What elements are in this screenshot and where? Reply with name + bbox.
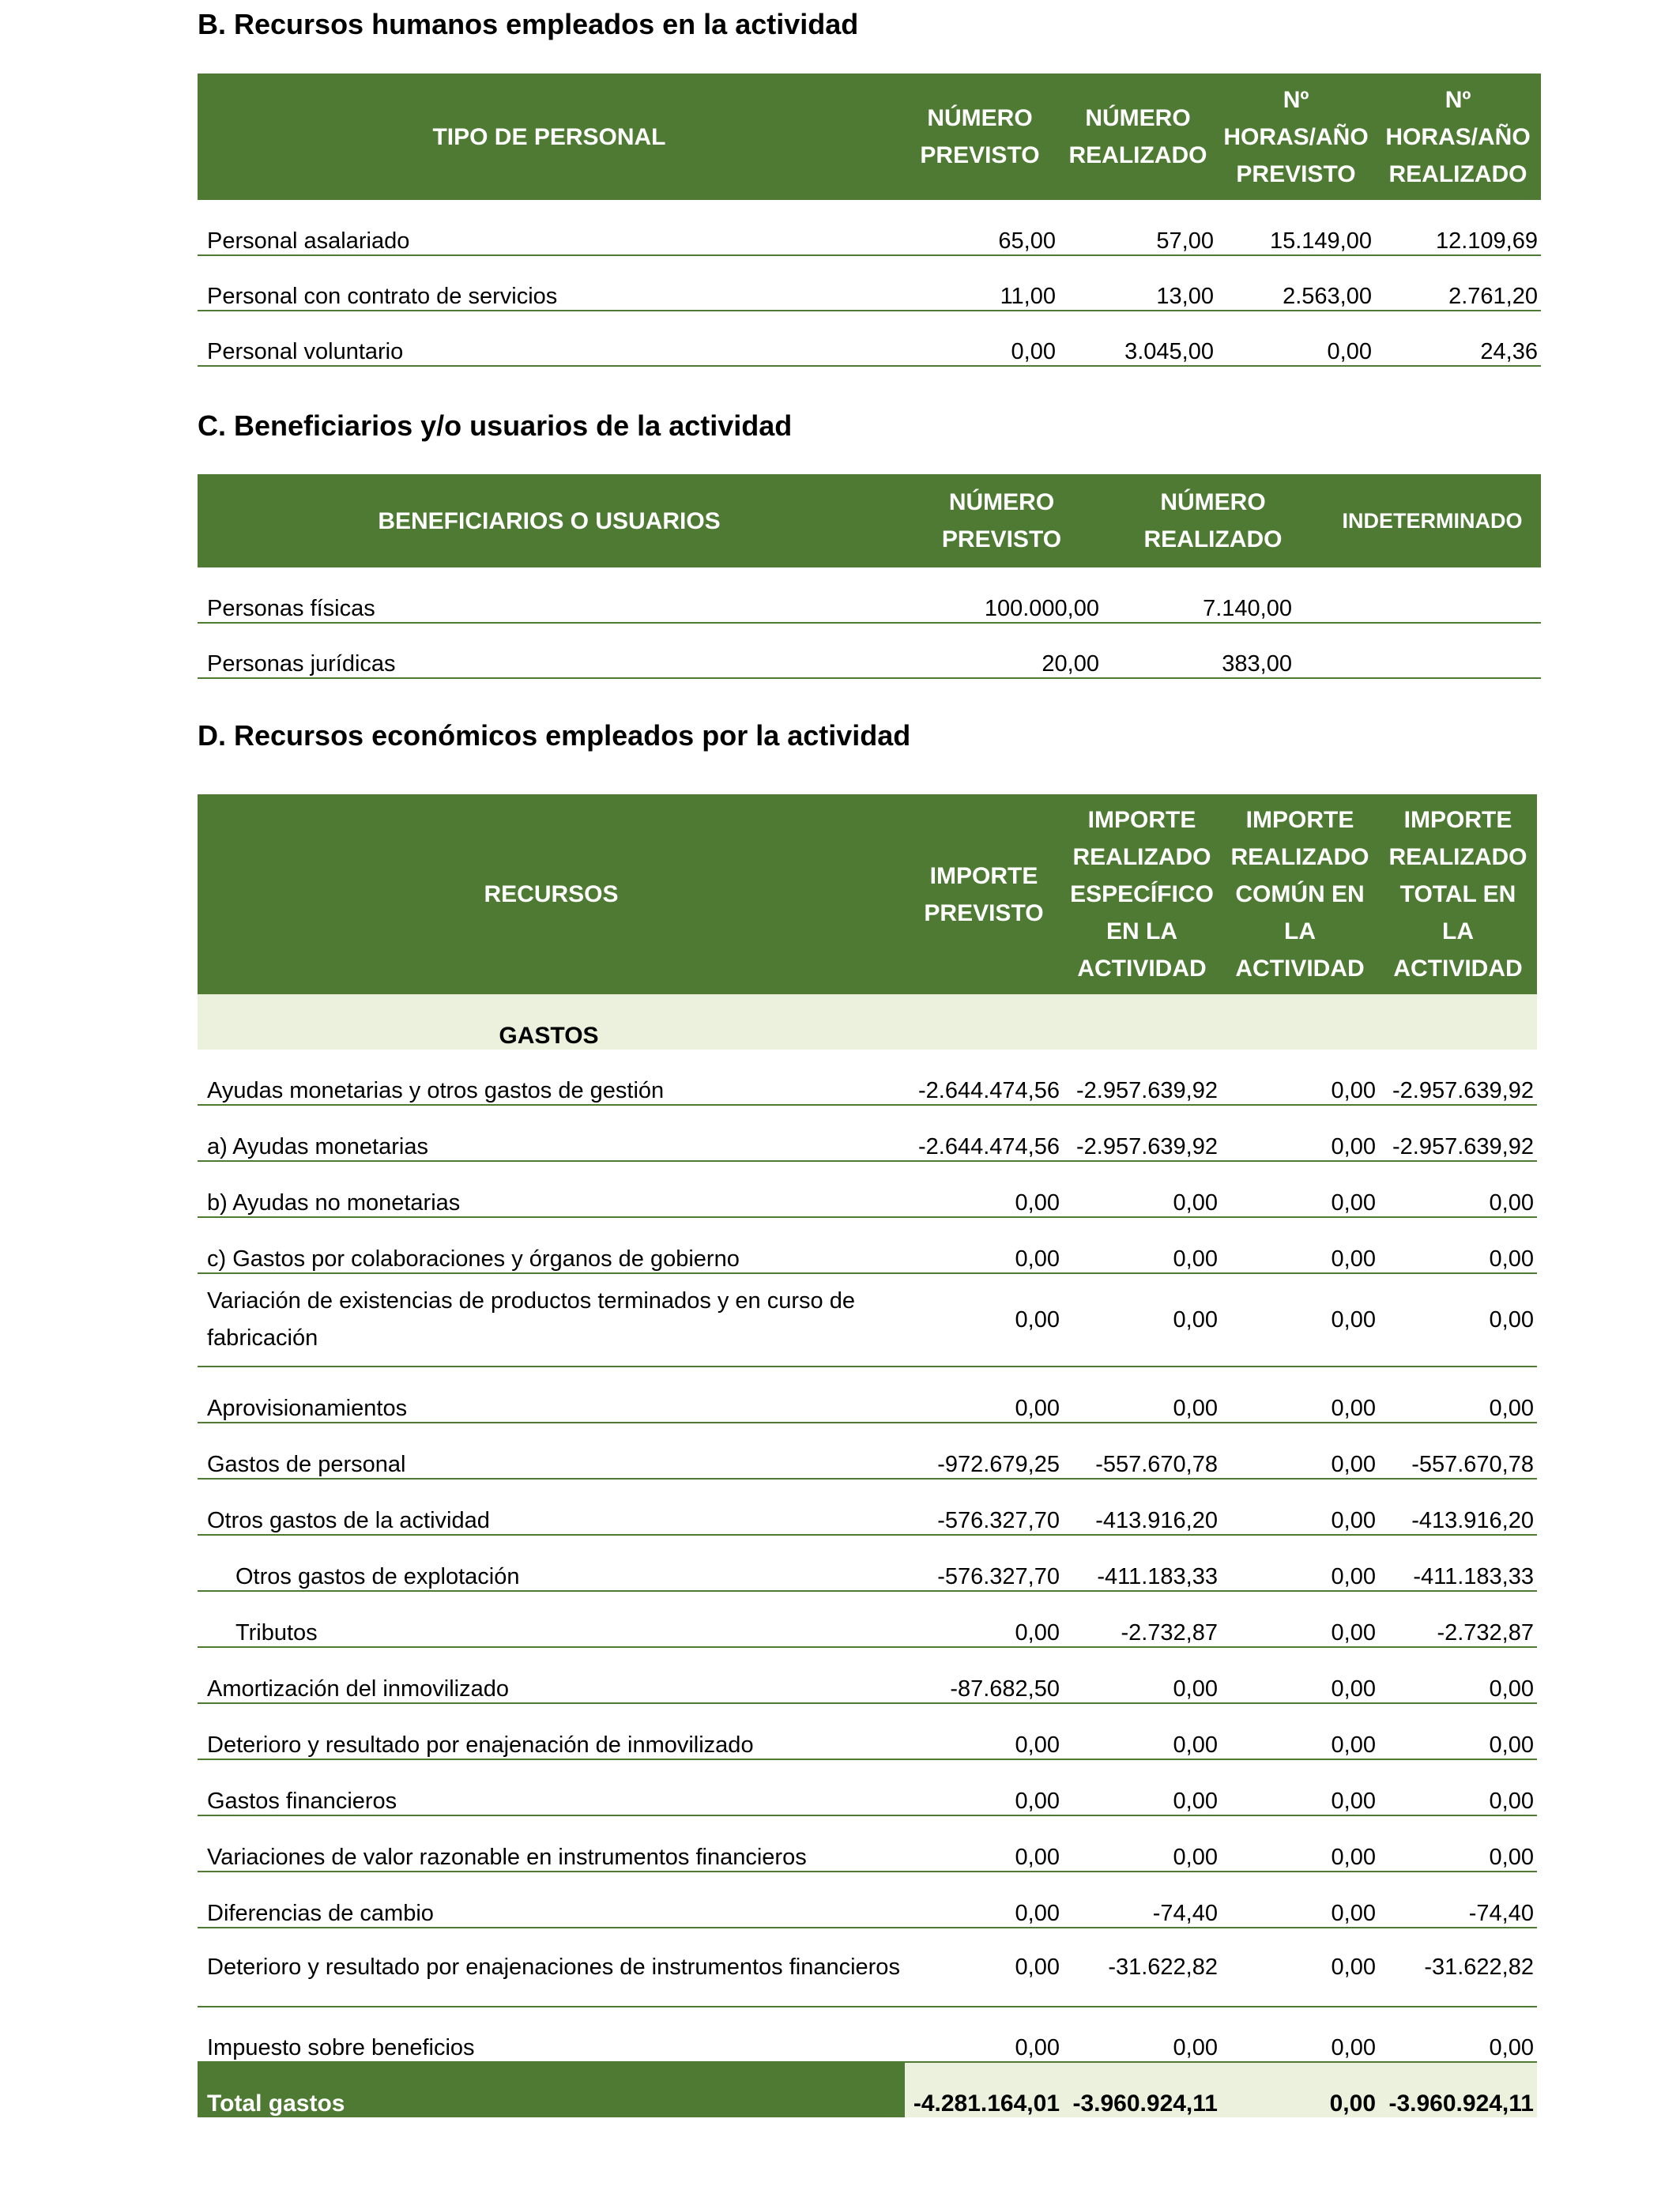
row-label: Gastos de personal — [198, 1423, 905, 1479]
cell-value: 20,00 — [901, 623, 1102, 678]
cell-value: -557.670,78 — [1063, 1423, 1221, 1479]
cell-value: 0,00 — [1221, 1105, 1379, 1161]
cell-value: 65,00 — [901, 200, 1059, 255]
col-header-importe-especifico: IMPORTE REALIZADO ESPECÍFICO EN LA ACTIVIDAD — [1063, 794, 1221, 994]
table-row — [198, 1591, 1537, 1647]
cell-value: 0,00 — [1221, 1872, 1379, 1928]
cell-value: 13,00 — [1059, 255, 1217, 311]
table-row — [198, 255, 1541, 311]
row-label: Personal asalariado — [198, 200, 901, 255]
col-header-recursos: RECURSOS — [198, 794, 905, 994]
row-label: Otros gastos de la actividad — [198, 1479, 905, 1535]
cell-value: -557.670,78 — [1379, 1423, 1537, 1479]
cell-value: -411.183,33 — [1379, 1535, 1537, 1591]
cell-value: 0,00 — [1221, 1928, 1379, 2007]
row-label: Diferencias de cambio — [198, 1872, 905, 1928]
table-header-row — [198, 74, 1541, 200]
cell-value: 0,00 — [1221, 1535, 1379, 1591]
table-header-row — [198, 794, 1537, 994]
row-label: a) Ayudas monetarias — [198, 1105, 905, 1161]
col-header-beneficiarios: BENEFICIARIOS O USUARIOS — [198, 474, 901, 567]
cell-value: 0,00 — [1379, 1703, 1537, 1759]
row-label: Tributos — [198, 1591, 905, 1647]
cell-value: 0,00 — [1221, 1759, 1379, 1815]
cell-value: 0,00 — [1221, 1479, 1379, 1535]
table-row — [198, 1535, 1537, 1591]
total-label: Total gastos — [198, 2062, 905, 2117]
cell-value: 0,00 — [1063, 1217, 1221, 1273]
table-row — [198, 1105, 1537, 1161]
row-label: Personas físicas — [198, 567, 901, 623]
cell-value: 2.563,00 — [1217, 255, 1375, 311]
cell-value: 0,00 — [905, 1928, 1063, 2007]
cell-value: -2.957.639,92 — [1063, 1105, 1221, 1161]
cell-value: 0,00 — [1221, 1273, 1379, 1367]
table-row — [198, 1647, 1537, 1703]
cell-value: 0,00 — [1221, 1161, 1379, 1217]
cell-value: 0,00 — [905, 1217, 1063, 1273]
cell-value: 0,00 — [1221, 1815, 1379, 1872]
table-row — [198, 567, 1541, 623]
cell-value: 0,00 — [905, 1703, 1063, 1759]
section-d-title: D. Recursos económicos empleados por la actividad — [198, 719, 911, 752]
col-header-numero-previsto: NÚMERO PREVISTO — [901, 474, 1102, 567]
cell-value: 0,00 — [905, 2007, 1063, 2062]
cell-value: -413.916,20 — [1379, 1479, 1537, 1535]
row-label: Impuesto sobre beneficios — [198, 2007, 905, 2062]
col-header-horas-previsto: Nº HORAS/AÑO PREVISTO — [1217, 74, 1375, 200]
cell-value: 0,00 — [1221, 1703, 1379, 1759]
cell-value: 0,00 — [1063, 1367, 1221, 1423]
row-label: Personal con contrato de servicios — [198, 255, 901, 311]
cell-value: 0,00 — [1063, 1759, 1221, 1815]
cell-value: 24,36 — [1375, 311, 1541, 366]
table-header-row — [198, 474, 1541, 567]
row-label: Deterioro y resultado por enajenación de inmovilizado — [198, 1703, 905, 1759]
table-row — [198, 200, 1541, 255]
cell-value: -576.327,70 — [905, 1479, 1063, 1535]
cell-value: 2.761,20 — [1375, 255, 1541, 311]
row-label: b) Ayudas no monetarias — [198, 1161, 905, 1217]
cell-value: 0,00 — [1221, 1217, 1379, 1273]
cell-value: 0,00 — [1379, 1759, 1537, 1815]
total-value: -3.960.924,11 — [1063, 2062, 1221, 2117]
table-row — [198, 1273, 1537, 1367]
cell-value: 15.149,00 — [1217, 200, 1375, 255]
cell-value: 0,00 — [905, 1759, 1063, 1815]
cell-value: 0,00 — [1221, 2007, 1379, 2062]
economic-resources-table — [198, 794, 1537, 2117]
cell-value: 0,00 — [905, 1273, 1063, 1367]
cell-value: 0,00 — [1221, 1367, 1379, 1423]
cell-value: -31.622,82 — [1379, 1928, 1537, 2007]
cell-value: 57,00 — [1059, 200, 1217, 255]
cell-value: 0,00 — [1217, 311, 1375, 366]
cell-value: 0,00 — [1063, 1703, 1221, 1759]
cell-value: -972.679,25 — [905, 1423, 1063, 1479]
table-row — [198, 1423, 1537, 1479]
col-header-numero-realizado: NÚMERO REALIZADO — [1102, 474, 1324, 567]
table-row — [198, 1703, 1537, 1759]
cell-value: 0,00 — [1379, 2007, 1537, 2062]
row-label: Otros gastos de explotación — [198, 1535, 905, 1591]
cell-value: 100.000,00 — [901, 567, 1102, 623]
cell-value — [1324, 567, 1541, 623]
cell-value: 0,00 — [905, 1161, 1063, 1217]
cell-value: 383,00 — [1102, 623, 1324, 678]
col-header-numero-previsto: NÚMERO PREVISTO — [901, 74, 1059, 200]
col-header-tipo-personal: TIPO DE PERSONAL — [198, 74, 901, 200]
col-header-indeterminado: INDETERMINADO — [1324, 474, 1541, 567]
cell-value: -576.327,70 — [905, 1535, 1063, 1591]
row-label: Aprovisionamientos — [198, 1367, 905, 1423]
row-label: Gastos financieros — [198, 1759, 905, 1815]
table-row — [198, 1759, 1537, 1815]
cell-value: -2.732,87 — [1063, 1591, 1221, 1647]
cell-value: 7.140,00 — [1102, 567, 1324, 623]
section-b-title: B. Recursos humanos empleados en la actividad — [198, 8, 859, 40]
cell-value: -2.732,87 — [1379, 1591, 1537, 1647]
row-label: c) Gastos por colaboraciones y órganos de gobierno — [198, 1217, 905, 1273]
cell-value: 0,00 — [905, 1591, 1063, 1647]
cell-value: -2.957.639,92 — [1379, 1050, 1537, 1105]
total-value: -3.960.924,11 — [1379, 2062, 1537, 2117]
cell-value: -2.957.639,92 — [1063, 1050, 1221, 1105]
row-label: Variaciones de valor razonable en instrumentos financieros — [198, 1815, 905, 1872]
cell-value: 0,00 — [1379, 1815, 1537, 1872]
section-c-title: C. Beneficiarios y/o usuarios de la actividad — [198, 409, 793, 442]
cell-value: 0,00 — [1379, 1647, 1537, 1703]
table-row — [198, 1479, 1537, 1535]
cell-value: 0,00 — [905, 1815, 1063, 1872]
human-resources-table — [198, 74, 1541, 367]
col-header-importe-comun: IMPORTE REALIZADO COMÚN EN LA ACTIVIDAD — [1221, 794, 1379, 994]
table-row — [198, 1217, 1537, 1273]
cell-value: 0,00 — [905, 1872, 1063, 1928]
cell-value: -2.644.474,56 — [905, 1050, 1063, 1105]
cell-value: 0,00 — [1379, 1273, 1537, 1367]
cell-value: 0,00 — [1221, 1423, 1379, 1479]
row-label: Variación de existencias de productos terminados y en curso de fabricación — [198, 1273, 905, 1367]
gastos-subheader: GASTOS — [198, 994, 905, 1050]
row-label: Deterioro y resultado por enajenaciones de instrumentos financieros — [198, 1928, 905, 2007]
cell-value: -2.957.639,92 — [1379, 1105, 1537, 1161]
row-label: Personal voluntario — [198, 311, 901, 366]
cell-value: 0,00 — [1063, 1273, 1221, 1367]
table-row — [198, 1815, 1537, 1872]
cell-value: -74,40 — [1379, 1872, 1537, 1928]
cell-value: 0,00 — [901, 311, 1059, 366]
table-row — [198, 2007, 1537, 2062]
total-value: 0,00 — [1221, 2062, 1379, 2117]
table-row — [198, 1161, 1537, 1217]
cell-value: 0,00 — [1221, 1591, 1379, 1647]
cell-value: -411.183,33 — [1063, 1535, 1221, 1591]
cell-value: -413.916,20 — [1063, 1479, 1221, 1535]
cell-value: -31.622,82 — [1063, 1928, 1221, 2007]
col-header-importe-previsto: IMPORTE PREVISTO — [905, 794, 1063, 994]
table-row — [198, 623, 1541, 678]
total-value: -4.281.164,01 — [905, 2062, 1063, 2117]
col-header-horas-realizado: Nº HORAS/AÑO REALIZADO — [1375, 74, 1541, 200]
cell-value: 0,00 — [1221, 1050, 1379, 1105]
row-label: Ayudas monetarias y otros gastos de gestión — [198, 1050, 905, 1105]
cell-value: 0,00 — [1221, 1647, 1379, 1703]
table-row — [198, 1050, 1537, 1105]
cell-value: 11,00 — [901, 255, 1059, 311]
total-row — [198, 2062, 1537, 2117]
cell-value: -87.682,50 — [905, 1647, 1063, 1703]
table-row — [198, 1928, 1537, 2007]
cell-value: 0,00 — [1379, 1217, 1537, 1273]
beneficiaries-table — [198, 474, 1541, 679]
cell-value: 0,00 — [1063, 1815, 1221, 1872]
cell-value: 0,00 — [1379, 1161, 1537, 1217]
table-row — [198, 1872, 1537, 1928]
row-label: Amortización del inmovilizado — [198, 1647, 905, 1703]
cell-value: 0,00 — [1063, 1647, 1221, 1703]
cell-value: 0,00 — [1063, 2007, 1221, 2062]
cell-value: 3.045,00 — [1059, 311, 1217, 366]
cell-value: 12.109,69 — [1375, 200, 1541, 255]
cell-value: 0,00 — [905, 1367, 1063, 1423]
row-label: Personas jurídicas — [198, 623, 901, 678]
cell-value: 0,00 — [1063, 1161, 1221, 1217]
cell-value: 0,00 — [1379, 1367, 1537, 1423]
cell-value — [1324, 623, 1541, 678]
gastos-subheader-row — [198, 994, 1537, 1050]
col-header-importe-total: IMPORTE REALIZADO TOTAL EN LA ACTIVIDAD — [1379, 794, 1537, 994]
cell-value: -74,40 — [1063, 1872, 1221, 1928]
col-header-numero-realizado: NÚMERO REALIZADO — [1059, 74, 1217, 200]
cell-value: -2.644.474,56 — [905, 1105, 1063, 1161]
table-row — [198, 1367, 1537, 1423]
table-row — [198, 311, 1541, 366]
